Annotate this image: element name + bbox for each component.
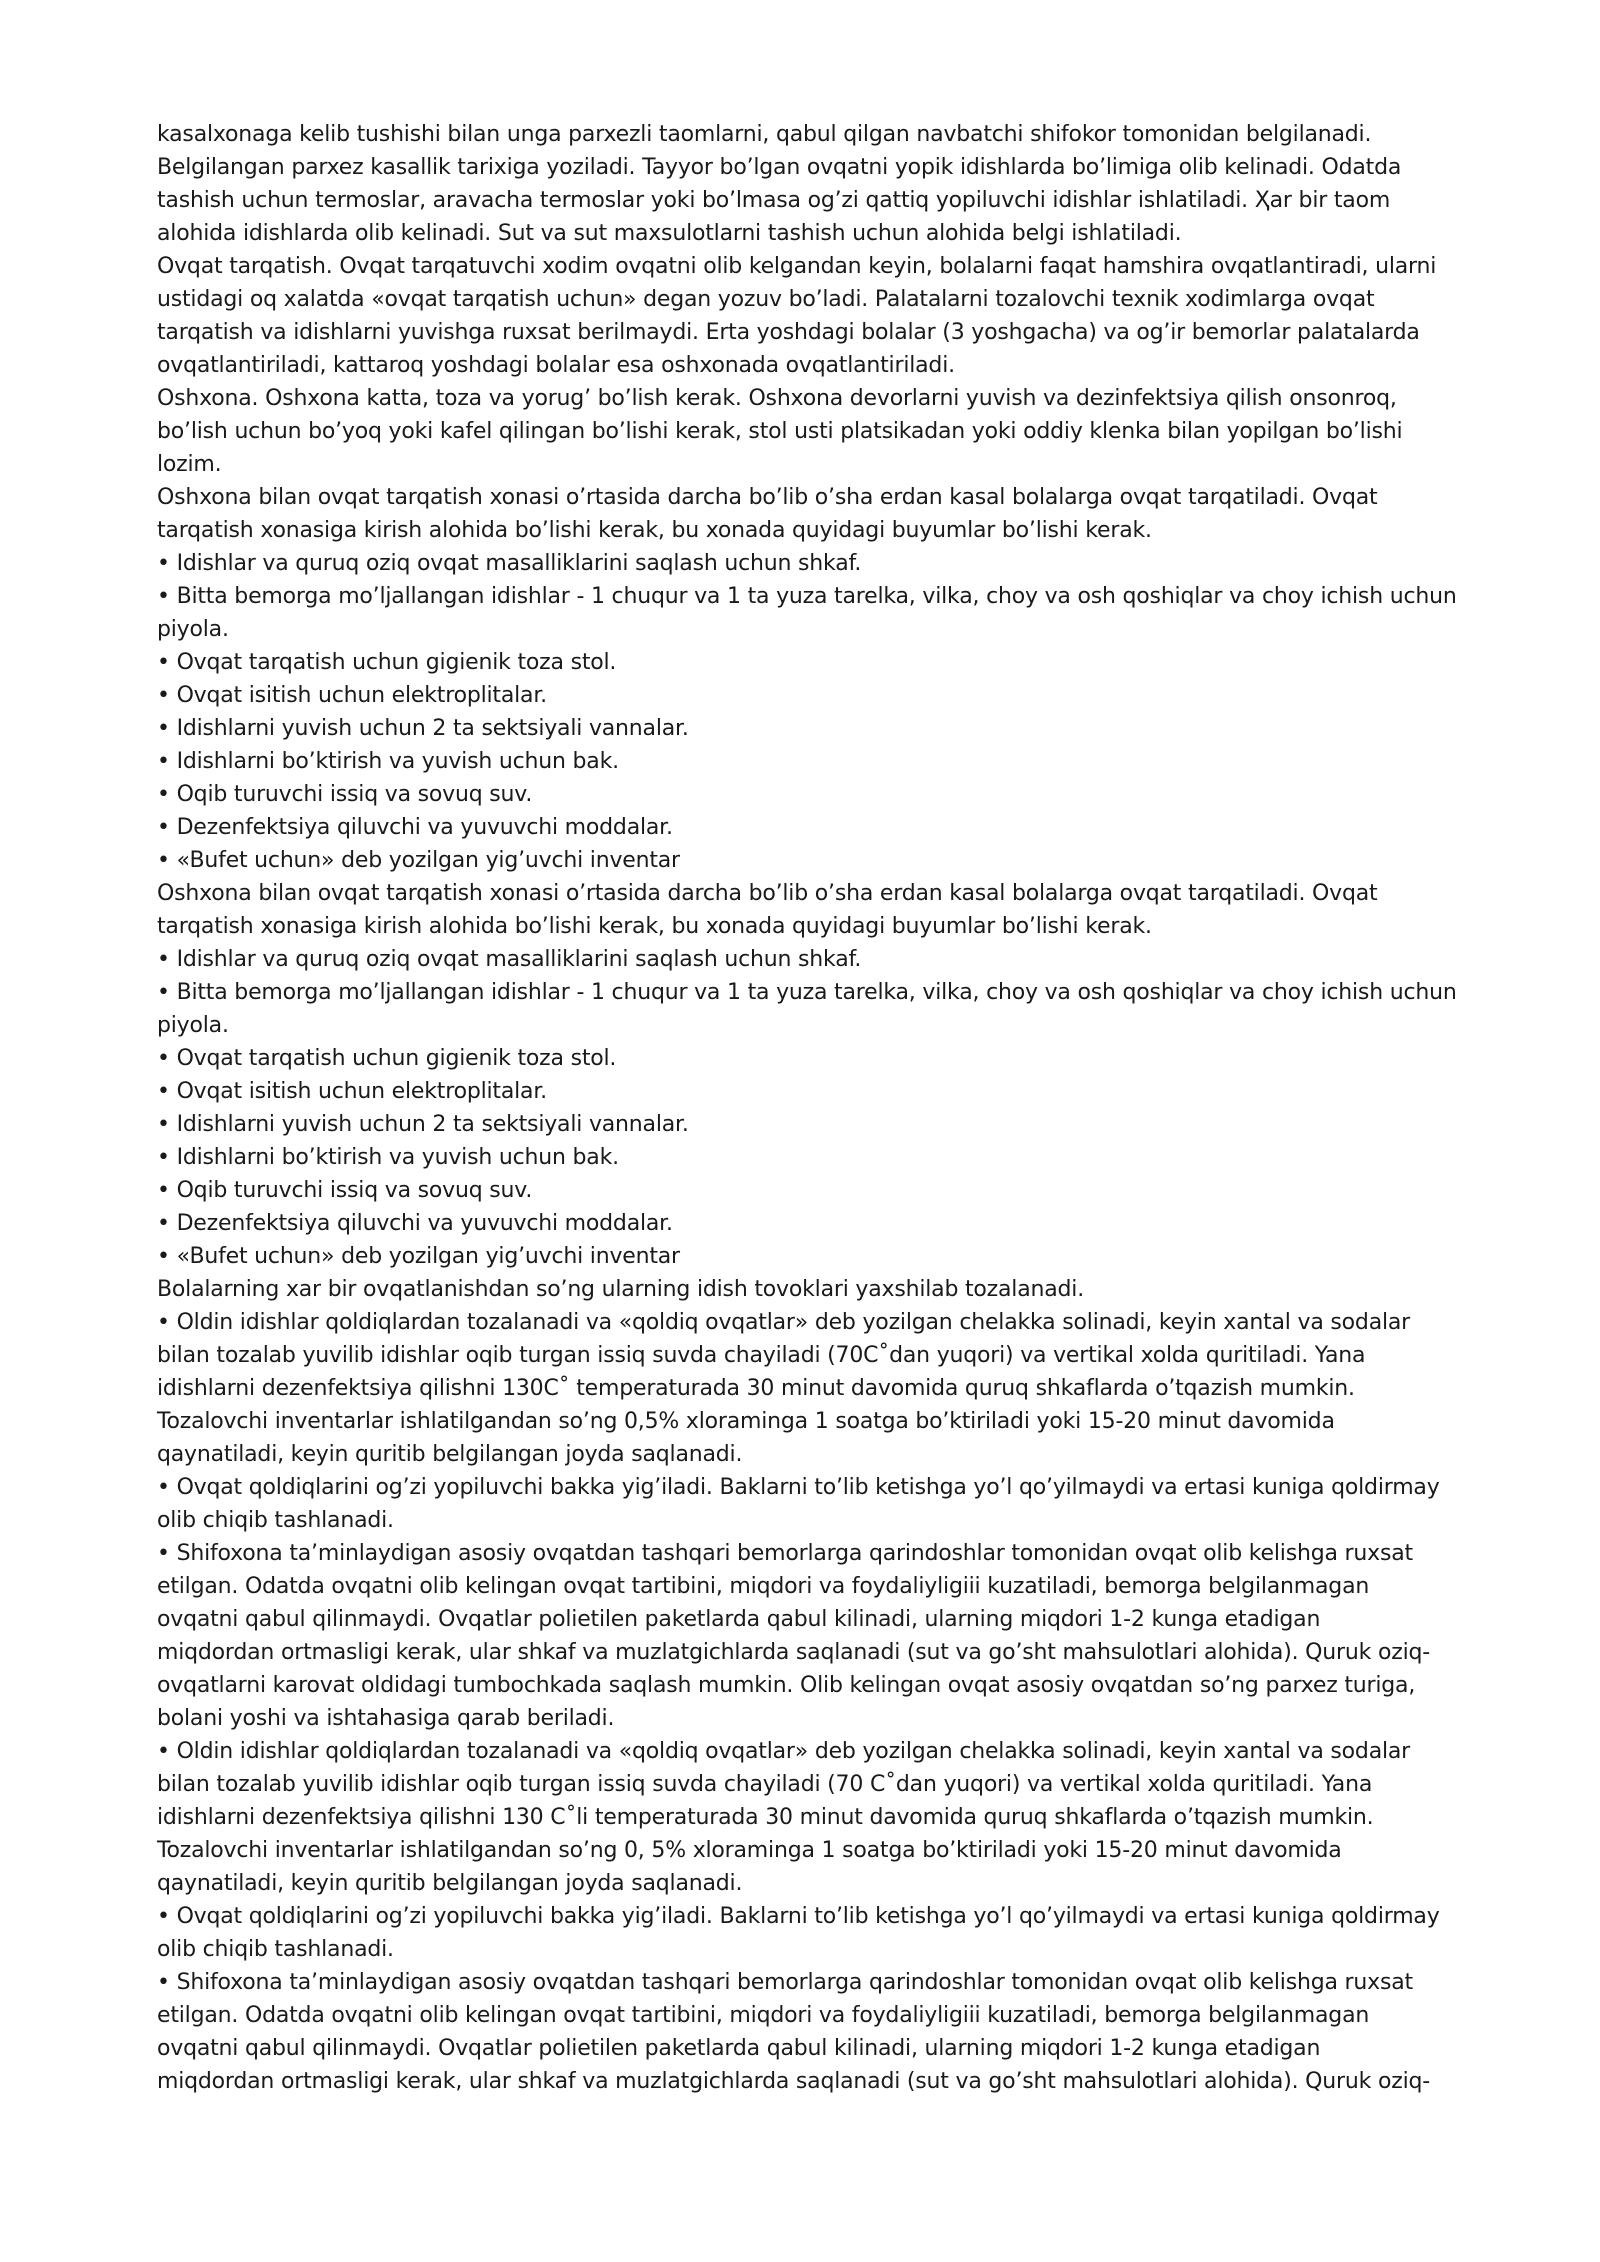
text-line: • Shifoxona ta’minlaydigan asosiy ovqatdan tashqari bemorlarga qarindoshlar tomonidan ovqat olib kelishga ruxsat <box>157 1970 1413 1995</box>
text-line: Oshxona bilan ovqat tarqatish xonasi o’rtasida darcha bo’lib o’sha erdan kasal bolalarga ovqat tarqatiladi. Ovqat <box>157 881 1378 906</box>
text-line: • Oqib turuvchi issiq va sovuq suv. <box>157 1178 533 1203</box>
text-line: idishlarni dezenfektsiya qilishni 130C˚ temperaturada 30 minut davomida quruq shkaflarda o’tqazish mumkin. <box>157 1376 1355 1401</box>
text-line: ovqatni qabul qilinmaydi. Ovqatlar polietilen paketlarda qabul kilinadi, ularning miqdori 1-2 kunga etadigan <box>157 2036 1321 2061</box>
text-line: qaynatiladi, keyin quritib belgilangan joyda saqlanadi. <box>157 1442 743 1467</box>
text-line: • «Bufet uchun» deb yozilgan yig’uvchi inventar <box>157 848 680 873</box>
text-line: Ovqat tarqatish. Ovqat tarqatuvchi xodim ovqatni olib kelgandan keyin, bolalarni faqat hamshira ovqatlantiradi, ularni <box>157 254 1437 279</box>
text-line: Oshxona. Oshxona katta, toza va yorug’ bo’lish kerak. Oshxona devorlarni yuvish va dezinfektsiya qilish onsonroq, <box>157 386 1397 411</box>
text-line: Belgilangan parxez kasallik tarixiga yoziladi. Tayyor bo’lgan ovqatni yopik idishlarda bo’limiga olib kelinadi. Odatda <box>157 155 1402 180</box>
text-line: • Oldin idishlar qoldiqlardan tozalanadi va «qoldiq ovqatlar» deb yozilgan chelakka solinadi, keyin xantal va sodalar <box>157 1310 1411 1335</box>
text-line: • Idishlarni bo’ktirish va yuvish uchun bak. <box>157 749 619 774</box>
text-line: • Dezenfektsiya qiluvchi va yuvuvchi moddalar. <box>157 1211 673 1236</box>
text-line: Oshxona bilan ovqat tarqatish xonasi o’rtasida darcha bo’lib o’sha erdan kasal bolalarga ovqat tarqatiladi. Ovqat <box>157 485 1378 510</box>
text-line: • «Bufet uchun» deb yozilgan yig’uvchi inventar <box>157 1244 680 1269</box>
text-line: bilan tozalab yuvilib idishlar oqib turgan issiq suvda chayiladi (70C˚dan yuqori) va vertikal xolda quritiladi. Yana <box>157 1343 1366 1368</box>
text-line: Tozalovchi inventarlar ishlatilgandan so’ng 0,5% xloraminga 1 soatga bo’ktiriladi yoki 15-20 minut davomida <box>157 1409 1335 1434</box>
text-line: ovqatlarni karovat oldidagi tumbochkada saqlash mumkin. Olib kelingan ovqat asosiy ovqatdan so’ng parxez turiga, <box>157 1673 1416 1698</box>
text-line: • Ovqat qoldiqlarini og’zi yopiluvchi bakka yig’iladi. Baklarni to’lib ketishga yo’l qo’yilmaydi va ertasi kuniga qoldirmay <box>157 1475 1440 1500</box>
text-line: etilgan. Odatda ovqatni olib kelingan ovqat tartibini, miqdori va foydaliyligiii kuzatiladi, bemorga belgilanmagan <box>157 1574 1370 1599</box>
text-line: miqdordan ortmasligi kerak, ular shkaf va muzlatgichlarda saqlanadi (sut va go’sht mahsulotlari alohida). Quruk oziq- <box>157 2069 1430 2094</box>
text-line: ovqatni qabul qilinmaydi. Ovqatlar polietilen paketlarda qabul kilinadi, ularning miqdori 1-2 kunga etadigan <box>157 1607 1321 1632</box>
text-line: • Ovqat isitish uchun elektroplitalar. <box>157 683 547 708</box>
text-line: • Ovqat isitish uchun elektroplitalar. <box>157 1079 547 1104</box>
text-line: • Bitta bemorga mo’ljallangan idishlar - 1 chuqur va 1 ta yuza tarelka, vilka, choy va osh qoshiqlar va choy ichish uchun <box>157 980 1457 1005</box>
text-line: olib chiqib tashlanadi. <box>157 1937 394 1962</box>
text-line: • Dezenfektsiya qiluvchi va yuvuvchi moddalar. <box>157 815 673 840</box>
text-line: bilan tozalab yuvilib idishlar oqib turgan issiq suvda chayiladi (70 C˚dan yuqori) va vertikal xolda quritiladi. Yana <box>157 1772 1373 1797</box>
text-line: kasalxonaga kelib tushishi bilan unga parxezli taomlarni, qabul qilgan navbatchi shifokor tomonidan belgilanadi. <box>157 122 1372 147</box>
text-line: etilgan. Odatda ovqatni olib kelingan ovqat tartibini, miqdori va foydaliyligiii kuzatiladi, bemorga belgilanmagan <box>157 2003 1370 2028</box>
text-line: • Oldin idishlar qoldiqlardan tozalanadi va «qoldiq ovqatlar» deb yozilgan chelakka solinadi, keyin xantal va sodalar <box>157 1739 1411 1764</box>
text-line: tarqatish va idishlarni yuvishga ruxsat berilmaydi. Erta yoshdagi bolalar (3 yoshgacha) va og’ir bemorlar palatalarda <box>157 320 1420 345</box>
text-line: • Ovqat tarqatish uchun gigienik toza stol. <box>157 1046 617 1071</box>
text-line: • Ovqat tarqatish uchun gigienik toza stol. <box>157 650 617 675</box>
text-line: • Idishlar va quruq oziq ovqat masalliklarini saqlash uchun shkaf. <box>157 551 862 576</box>
text-line: tashish uchun termoslar, aravacha termoslar yoki bo’lmasa og’zi qattiq yopiluvchi idishlar ishlatiladi. Ҳar bir taom <box>157 188 1391 213</box>
text-line: • Idishlarni yuvish uchun 2 ta sektsiyali vannalar. <box>157 1112 689 1137</box>
text-line: piyola. <box>157 617 229 642</box>
text-line: • Oqib turuvchi issiq va sovuq suv. <box>157 782 533 807</box>
text-line: idishlarni dezenfektsiya qilishni 130 C˚li temperaturada 30 minut davomida quruq shkaflarda o’tqazish mumkin. <box>157 1805 1374 1830</box>
text-line: lozim. <box>157 452 222 477</box>
text-line: qaynatiladi, keyin quritib belgilangan joyda saqlanadi. <box>157 1871 743 1896</box>
text-line: miqdordan ortmasligi kerak, ular shkaf va muzlatgichlarda saqlanadi (sut va go’sht mahsulotlari alohida). Quruk oziq- <box>157 1640 1430 1665</box>
text-line: • Ovqat qoldiqlarini og’zi yopiluvchi bakka yig’iladi. Baklarni to’lib ketishga yo’l qo’yilmaydi va ertasi kuniga qoldirmay <box>157 1904 1440 1929</box>
document-body <box>157 118 1507 2098</box>
text-line: piyola. <box>157 1013 229 1038</box>
text-line: Tozalovchi inventarlar ishlatilgandan so’ng 0, 5% xloraminga 1 soatga bo’ktiriladi yoki 15-20 minut davomida <box>157 1838 1342 1863</box>
text-line: • Idishlarni yuvish uchun 2 ta sektsiyali vannalar. <box>157 716 689 741</box>
text-line: • Idishlar va quruq oziq ovqat masalliklarini saqlash uchun shkaf. <box>157 947 862 972</box>
text-line: alohida idishlarda olib kelinadi. Sut va sut maxsulotlarni tashish uchun alohida belgi ishlatiladi. <box>157 221 1182 246</box>
text-line: • Shifoxona ta’minlaydigan asosiy ovqatdan tashqari bemorlarga qarindoshlar tomonidan ovqat olib kelishga ruxsat <box>157 1541 1413 1566</box>
text-line: ustidagi oq xalatda «ovqat tarqatish uchun» degan yozuv bo’ladi. Palatalarni tozalovchi texnik xodimlarga ovqat <box>157 287 1375 312</box>
text-line: tarqatish xonasiga kirish alohida bo’lishi kerak, bu xonada quyidagi buyumlar bo’lishi kerak. <box>157 914 1152 939</box>
text-line: • Bitta bemorga mo’ljallangan idishlar - 1 chuqur va 1 ta yuza tarelka, vilka, choy va osh qoshiqlar va choy ichish uchun <box>157 584 1457 609</box>
text-line: Bolalarning xar bir ovqatlanishdan so’ng ularning idish tovoklari yaxshilab tozalanadi. <box>157 1277 1084 1302</box>
text-line: ovqatlantiriladi, kattaroq yoshdagi bolalar esa oshxonada ovqatlantiriladi. <box>157 353 955 378</box>
text-line: tarqatish xonasiga kirish alohida bo’lishi kerak, bu xonada quyidagi buyumlar bo’lishi kerak. <box>157 518 1152 543</box>
text-line: olib chiqib tashlanadi. <box>157 1508 394 1533</box>
text-line: bolani yoshi va ishtahasiga qarab beriladi. <box>157 1706 615 1731</box>
text-line: • Idishlarni bo’ktirish va yuvish uchun bak. <box>157 1145 619 1170</box>
text-line: bo’lish uchun bo’yoq yoki kafel qilingan bo’lishi kerak, stol usti platsikadan yoki oddiy klenka bilan yopilgan bo’lishi <box>157 419 1403 444</box>
